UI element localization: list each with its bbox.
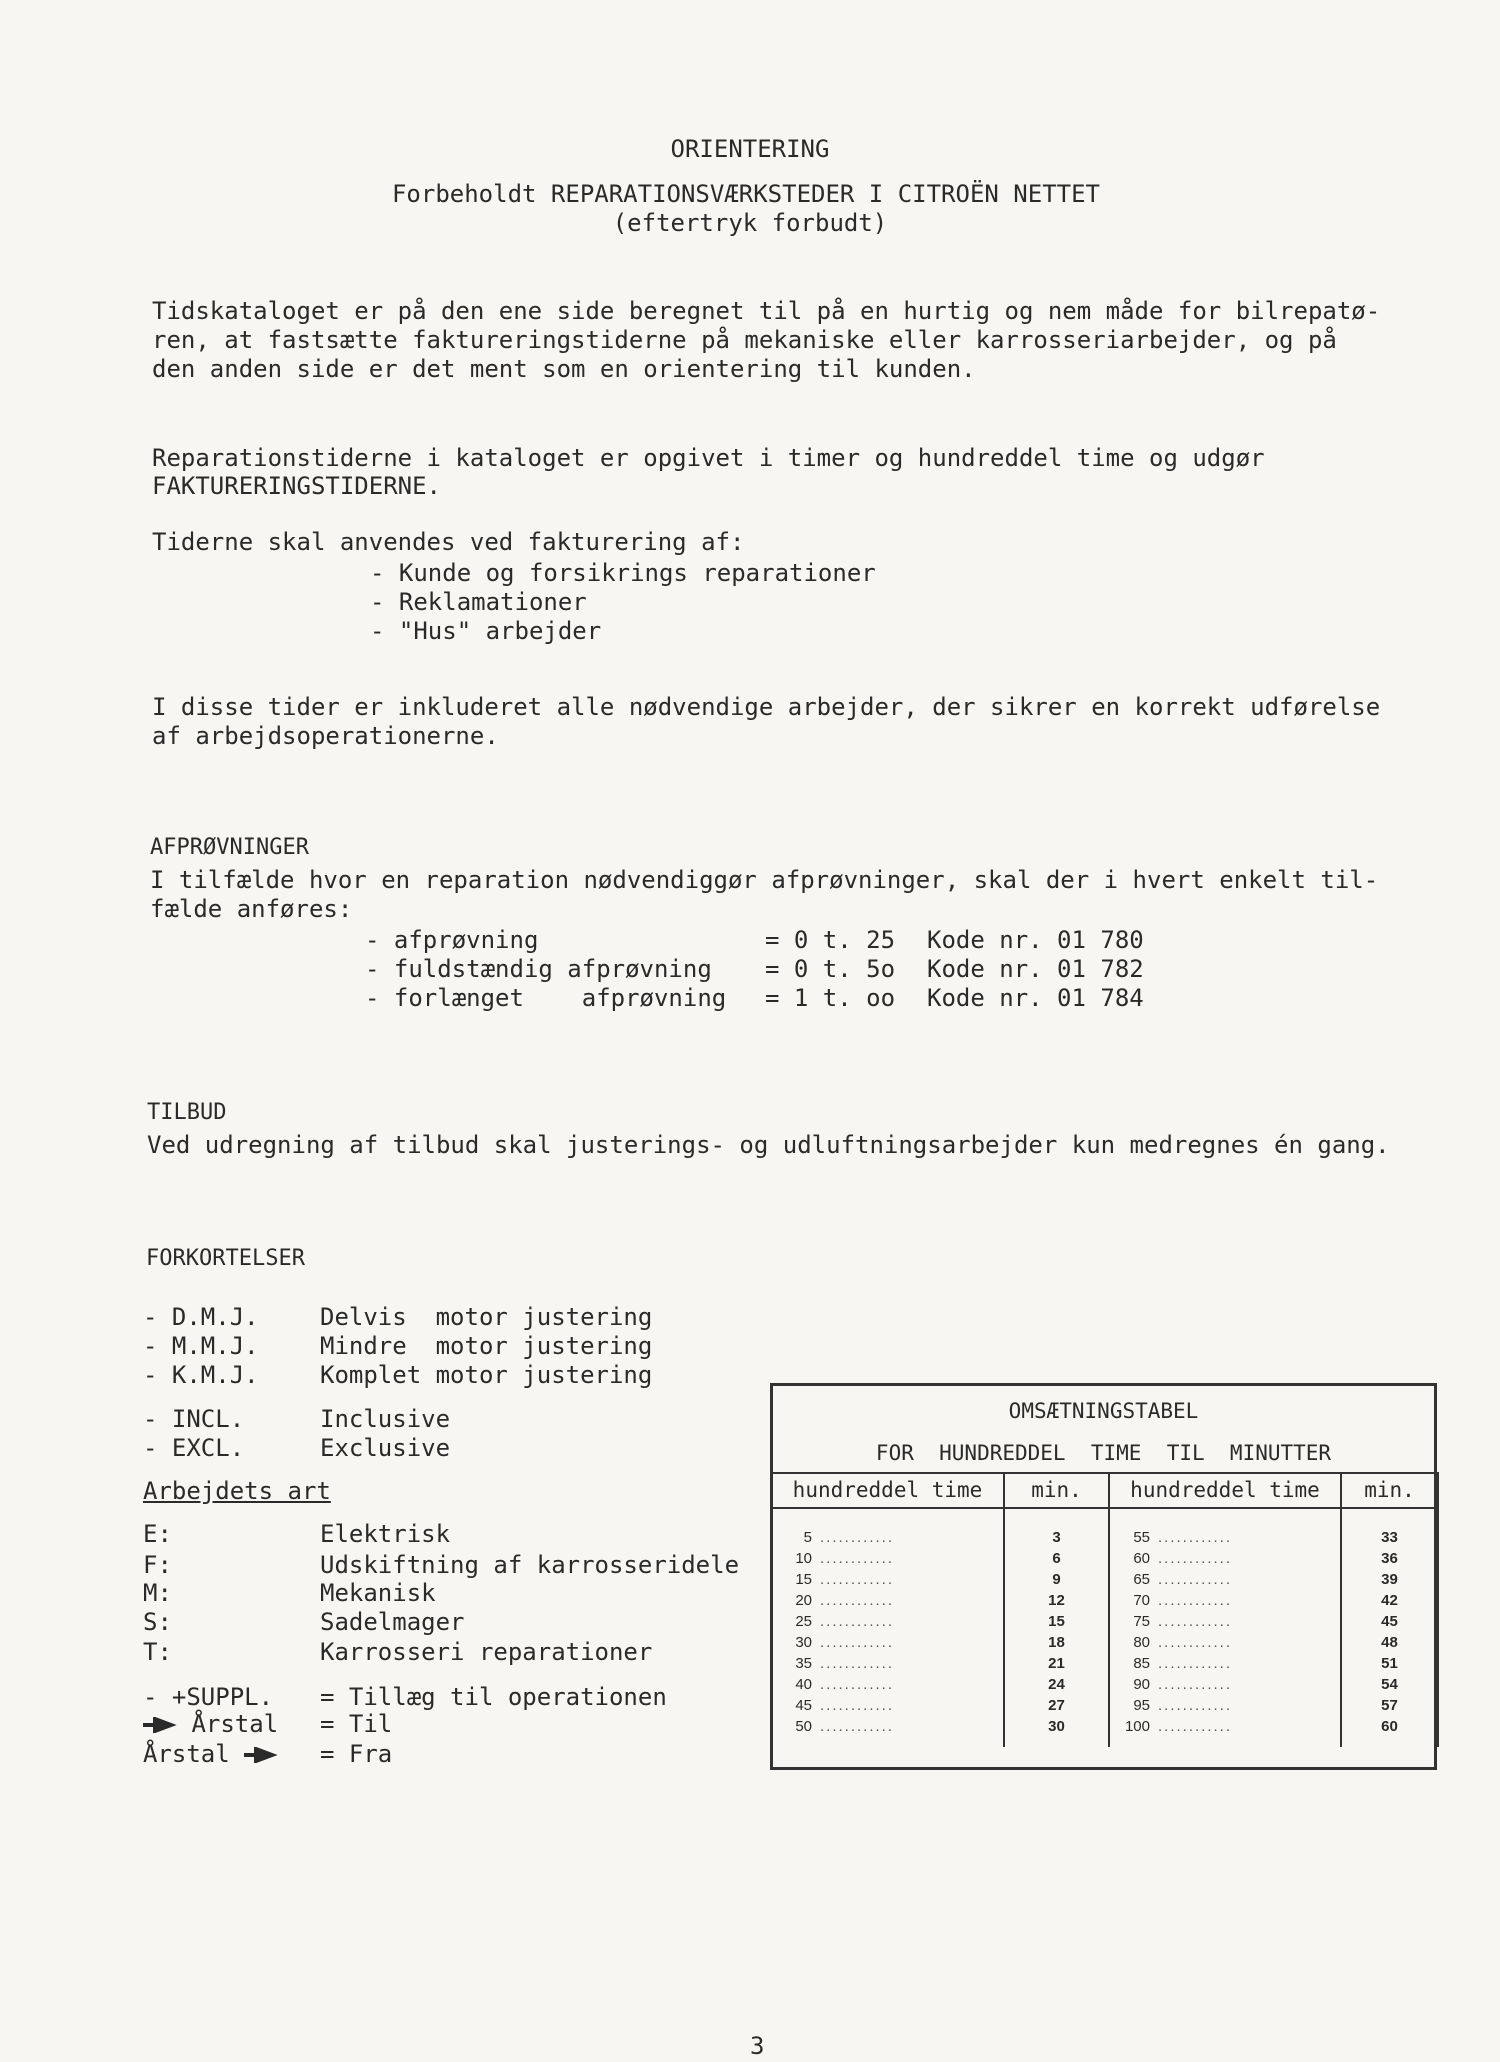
tilbud-heading: TILBUD [147, 1100, 227, 1125]
table-row [1110, 1527, 1340, 1548]
table-row [1005, 1674, 1108, 1695]
table-row [1005, 1632, 1108, 1653]
billing-item-1: - Kunde og forsikrings reparationer [370, 559, 876, 587]
dot-leader: ............ [1158, 1718, 1233, 1735]
hundredths-value: 20 [795, 1592, 812, 1609]
abbreviation-value: Komplet motor justering [320, 1361, 653, 1389]
table-row [772, 1548, 1003, 1569]
abbreviation-value: Mindre motor justering [320, 1332, 653, 1360]
minutes-list-right [1342, 1527, 1437, 1737]
minutes-value: 9 [1052, 1571, 1061, 1588]
afproevninger-heading: AFPRØVNINGER [150, 835, 309, 860]
afproevninger-text-2: fælde anføres: [150, 895, 353, 923]
table-row [1005, 1653, 1108, 1674]
table-row [772, 1611, 1003, 1632]
dot-leader: ............ [1158, 1529, 1233, 1546]
hundredths-value: 50 [795, 1718, 812, 1735]
paragraph-4-line-2: af arbejdsoperationerne. [152, 722, 499, 750]
header-line-1: Forbeholdt REPARATIONSVÆRKSTEDER I CITROËN NETTET [391, 180, 1100, 208]
suppl-value: = Tillæg til operationen [320, 1683, 667, 1711]
dot-leader: ............ [1158, 1550, 1233, 1567]
table-row [1005, 1548, 1108, 1569]
page-number: 3 [750, 2032, 765, 2060]
table-row [1005, 1569, 1108, 1590]
table-row [1342, 1548, 1437, 1569]
work-type-row [143, 1638, 652, 1667]
dot-leader: ............ [1158, 1676, 1233, 1693]
table-row [772, 1527, 1003, 1548]
minutes-list-left [1005, 1527, 1108, 1737]
table-row [1005, 1695, 1108, 1716]
work-type-label: Karrosseri reparationer [320, 1638, 653, 1666]
header-line-2: (eftertryk forbudt) [612, 209, 888, 237]
year-label: Årstal [191, 1710, 279, 1738]
afproevninger-text-1: I tilfælde hvor en reparation nødvendiggør afprøvninger, skal der i hvert enkelt til- [150, 866, 1379, 894]
test-row-value: = 0 t. 5o [765, 955, 896, 983]
abbreviation-key: - K.M.J. [143, 1361, 259, 1389]
dot-leader: ............ [820, 1571, 895, 1588]
billing-item-3: - "Hus" arbejder [370, 617, 602, 645]
minutes-value: 12 [1048, 1592, 1065, 1609]
minutes-value: 18 [1048, 1634, 1065, 1651]
table-row [1110, 1611, 1340, 1632]
hundredths-value: 75 [1133, 1613, 1150, 1630]
table-row [1342, 1632, 1437, 1653]
hundredths-value: 90 [1133, 1676, 1150, 1693]
table-row [772, 1569, 1003, 1590]
arrow-right-icon [244, 1747, 278, 1763]
test-row-code: Kode nr. 01 782 [927, 955, 1144, 983]
dot-leader: ............ [1158, 1697, 1233, 1714]
table-subtitle: FOR HUNDREDDEL TIME TIL MINUTTER [875, 1441, 1332, 1465]
work-type-row [143, 1579, 436, 1608]
minutes-value: 33 [1381, 1529, 1398, 1546]
hundredths-value: 60 [1133, 1550, 1150, 1567]
dot-leader: ............ [820, 1697, 895, 1714]
work-type-row [143, 1608, 465, 1637]
year-to-row [143, 1710, 392, 1739]
suppl-row [143, 1683, 667, 1712]
hundredths-value: 10 [795, 1550, 812, 1567]
work-type-label: Mekanisk [320, 1579, 436, 1607]
minutes-value: 48 [1381, 1634, 1398, 1651]
minutes-value: 60 [1381, 1718, 1398, 1735]
test-row-code: Kode nr. 01 784 [927, 984, 1144, 1012]
paragraph-1-line-1: Tidskataloget er på den ene side beregnet til på en hurtig og nem måde for bilrepatø- [152, 297, 1381, 325]
hundredths-value: 95 [1133, 1697, 1150, 1714]
table-row [1110, 1653, 1340, 1674]
table-row [1110, 1569, 1340, 1590]
abbreviation-row [143, 1405, 450, 1434]
table-row [1005, 1590, 1108, 1611]
forkortelser-heading: FORKORTELSER [146, 1246, 305, 1271]
dot-leader: ............ [820, 1718, 895, 1735]
test-row-code: Kode nr. 01 780 [927, 926, 1144, 954]
column-header: hundreddel time [1109, 1473, 1341, 1508]
page-title: ORIENTERING [670, 135, 830, 163]
minutes-value: 30 [1048, 1718, 1065, 1735]
table-row [1005, 1611, 1108, 1632]
paragraph-1-line-3: den anden side er det ment som en orientering til kunden. [152, 355, 976, 383]
hundredths-list-left [772, 1527, 1003, 1737]
dot-leader: ............ [1158, 1571, 1233, 1588]
year-label: Årstal [143, 1740, 230, 1768]
hundredths-value: 35 [795, 1655, 812, 1672]
work-type-row [143, 1520, 450, 1549]
dot-leader: ............ [1158, 1655, 1233, 1672]
minutes-value: 51 [1381, 1655, 1398, 1672]
abbreviation-value: Exclusive [320, 1434, 451, 1462]
column-header: min. [1004, 1473, 1109, 1508]
abbreviation-key: - EXCL. [143, 1434, 245, 1462]
abbreviation-row [143, 1303, 652, 1332]
suppl-key: - +SUPPL. [143, 1683, 274, 1711]
work-type-code: S: [143, 1608, 172, 1636]
minutes-value: 39 [1381, 1571, 1398, 1588]
table-row [1110, 1695, 1340, 1716]
table-row [1342, 1716, 1437, 1737]
minutes-value: 3 [1052, 1529, 1061, 1546]
minutes-value: 27 [1048, 1697, 1065, 1714]
work-type-label: Udskiftning af karrosseridele [320, 1551, 740, 1579]
arrow-right-icon [143, 1717, 177, 1733]
dot-leader: ............ [820, 1676, 895, 1693]
table-row [1110, 1590, 1340, 1611]
year-from-value: = Fra [320, 1740, 393, 1768]
table-row [1342, 1569, 1437, 1590]
dot-leader: ............ [820, 1634, 895, 1651]
paragraph-4-line-1: I disse tider er inkluderet alle nødvendige arbejder, der sikrer en korrekt udførelse [152, 693, 1381, 721]
work-type-code: E: [143, 1520, 172, 1548]
minutes-value: 45 [1381, 1613, 1398, 1630]
minutes-value: 54 [1381, 1676, 1398, 1693]
year-from-row [143, 1740, 392, 1769]
hundredths-value: 100 [1124, 1718, 1150, 1735]
test-row-label: - forlænget afprøvning [365, 984, 727, 1012]
table-row [772, 1674, 1003, 1695]
dot-leader: ............ [820, 1655, 895, 1672]
abbreviation-value: Inclusive [320, 1405, 451, 1433]
table-row [1110, 1548, 1340, 1569]
table-row [772, 1632, 1003, 1653]
dot-leader: ............ [820, 1613, 895, 1630]
test-row-value: = 0 t. 25 [765, 926, 896, 954]
minutes-value: 57 [1381, 1697, 1398, 1714]
table-row [1342, 1653, 1437, 1674]
table-row [772, 1653, 1003, 1674]
table-row [1342, 1695, 1437, 1716]
minutes-value: 36 [1381, 1550, 1398, 1567]
hundredths-value: 5 [803, 1529, 812, 1546]
work-type-label: Sadelmager [320, 1608, 465, 1636]
tilbud-text: Ved udregning af tilbud skal justerings- og udluftningsarbejder kun medregnes én gang. [147, 1131, 1390, 1159]
billing-item-2: - Reklamationer [370, 588, 587, 616]
dot-leader: ............ [1158, 1634, 1233, 1651]
hundredths-value: 80 [1133, 1634, 1150, 1651]
minutes-value: 24 [1048, 1676, 1065, 1693]
abbreviation-row [143, 1434, 450, 1463]
year-to-value: = Til [320, 1710, 393, 1738]
minutes-value: 42 [1381, 1592, 1398, 1609]
work-type-code: T: [143, 1638, 172, 1666]
abbreviation-key: - M.M.J. [143, 1332, 259, 1360]
abbreviation-row [143, 1332, 652, 1361]
table-row [1110, 1716, 1340, 1737]
hundredths-list-right [1110, 1527, 1340, 1737]
column-header: hundreddel time [771, 1473, 1004, 1508]
table-row [1110, 1674, 1340, 1695]
dot-leader: ............ [1158, 1613, 1233, 1630]
table-row [1342, 1674, 1437, 1695]
dot-leader: ............ [820, 1592, 895, 1609]
test-row-label: - afprøvning [365, 926, 539, 954]
dot-leader: ............ [820, 1550, 895, 1567]
table-row [772, 1716, 1003, 1737]
table-title: OMSÆTNINGSTABEL [1008, 1399, 1199, 1423]
dot-leader: ............ [1158, 1592, 1233, 1609]
paragraph-2-line-1: Reparationstiderne i kataloget er opgivet i timer og hundreddel time og udgør [152, 444, 1265, 472]
hundredths-value: 40 [795, 1676, 812, 1693]
paragraph-3-intro: Tiderne skal anvendes ved fakturering af: [152, 528, 745, 556]
hundredths-value: 65 [1133, 1571, 1150, 1588]
work-type-code: M: [143, 1579, 172, 1607]
abbreviation-key: - D.M.J. [143, 1303, 259, 1331]
hundredths-value: 30 [795, 1634, 812, 1651]
column-header: min. [1341, 1473, 1438, 1508]
abbreviation-row [143, 1361, 652, 1390]
minutes-value: 6 [1052, 1550, 1061, 1567]
table-row [1342, 1611, 1437, 1632]
table-row [1005, 1716, 1108, 1737]
paragraph-2-line-2: FAKTURERINGSTIDERNE. [152, 472, 441, 500]
test-row-value: = 1 t. oo [765, 984, 896, 1012]
abbreviation-key: - INCL. [143, 1405, 245, 1433]
hundredths-value: 55 [1133, 1529, 1150, 1546]
table-row [1342, 1527, 1437, 1548]
hundredths-value: 45 [795, 1697, 812, 1714]
minutes-value: 21 [1048, 1655, 1065, 1672]
work-type-row [143, 1551, 739, 1580]
hundredths-value: 85 [1133, 1655, 1150, 1672]
dot-leader: ............ [820, 1529, 895, 1546]
table-row [1342, 1590, 1437, 1611]
hundredths-value: 70 [1133, 1592, 1150, 1609]
test-row-label: - fuldstændig afprøvning [365, 955, 712, 983]
hundredths-value: 15 [795, 1571, 812, 1588]
work-type-heading: Arbejdets art [143, 1477, 331, 1505]
table-row [772, 1695, 1003, 1716]
table-row [1110, 1632, 1340, 1653]
abbreviation-value: Delvis motor justering [320, 1303, 653, 1331]
paragraph-1-line-2: ren, at fastsætte faktureringstiderne på mekaniske eller karrosseriarbejder, og på [152, 326, 1337, 354]
conversion-table [770, 1383, 1437, 1770]
hundredths-value: 25 [795, 1613, 812, 1630]
minutes-value: 15 [1048, 1613, 1065, 1630]
table-row [772, 1590, 1003, 1611]
work-type-label: Elektrisk [320, 1520, 451, 1548]
work-type-code: F: [143, 1551, 172, 1579]
table-row [1005, 1527, 1108, 1548]
